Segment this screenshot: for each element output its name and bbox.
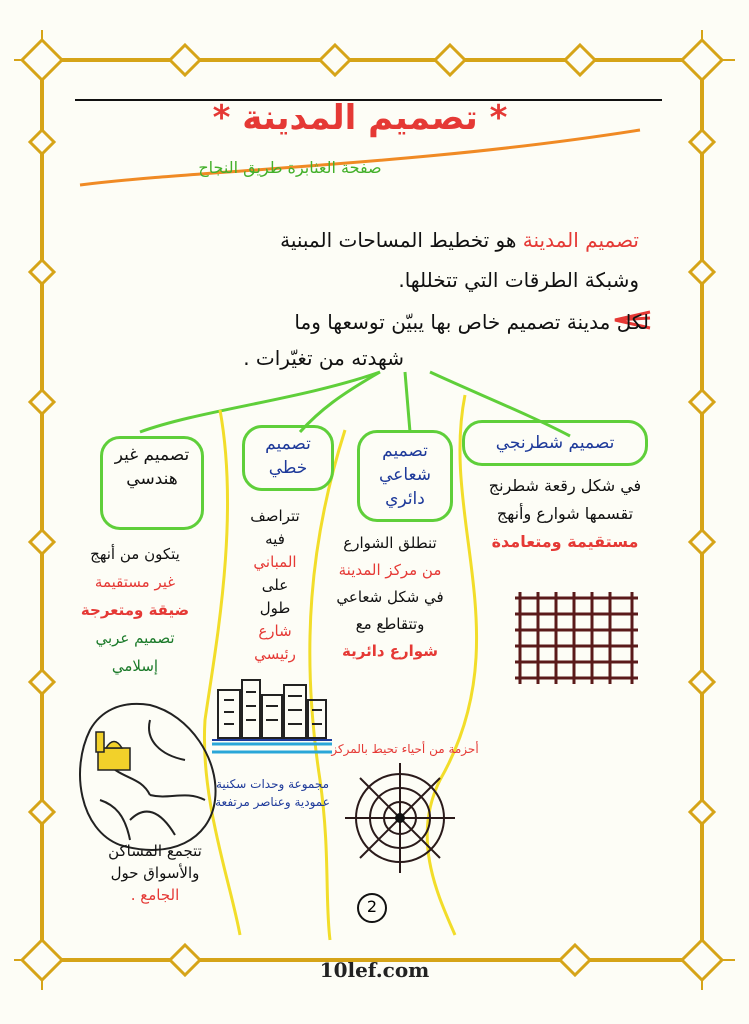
irregular-line-1: يتكون من أنهج [90, 545, 180, 563]
intro-term: تصميم المدينة [522, 228, 639, 252]
radial-description [315, 530, 465, 665]
radial-line-2: من مركز المدينة [338, 561, 442, 579]
page-subtitle: صفحة العثابرة طريق النجاح [198, 158, 382, 177]
irregular-note [70, 840, 240, 906]
irregular-line-5: إسلامي [111, 657, 159, 675]
intro-line-2: وشبكة الطرقات التي تتخللها. [398, 268, 639, 292]
linear-line-1: تتراصف [250, 507, 300, 525]
grid-line-1: في شكل رقعة شطرنج [488, 476, 642, 495]
radial-line-1: تنطلق الشوارع [343, 534, 437, 552]
linear-note: مجموعة وحدات سكنية عمودية وعناصر مرتفعة [215, 777, 330, 809]
footer-watermark[interactable]: 10lef.com [319, 958, 430, 982]
linear-line-4: على [261, 576, 289, 594]
intro-line-1-rest: هو تخطيط المساحات المبنية [280, 228, 517, 252]
irregular-description [60, 540, 210, 680]
type-box-grid: تصميم شطرنجي [462, 420, 648, 466]
irregular-note-1: تتجمع المساكن [108, 842, 202, 860]
grid-description [470, 472, 660, 556]
page-number: 2 [366, 897, 378, 916]
radial-note: أحزمة من أحياء تحيط بالمركز [331, 742, 479, 756]
grid-line-3: مستقيمة ومتعامدة [491, 532, 639, 551]
radial-line-5: شوارع دائرية [342, 642, 438, 660]
intro-line-4: شهدته من تغيّرات . [243, 346, 404, 370]
grid-line-2: تقسمها شوارع وأنهج [496, 504, 634, 523]
type-box-irregular: تصميم غير هندسي [100, 436, 204, 530]
linear-line-6: شارع [258, 622, 292, 640]
linear-line-7: رئيسي [254, 645, 296, 663]
radial-line-4: وتتقاطع مع [355, 615, 425, 633]
irregular-line-3: ضيقة ومتعرجة [80, 601, 190, 619]
type-box-radial: تصميم شعاعي دائري [357, 430, 453, 522]
irregular-line-4: تصميم عربي [95, 629, 175, 647]
linear-line-5: طول [259, 599, 291, 617]
irregular-note-2: والأسواق حول [110, 864, 200, 882]
linear-line-3: المباني [253, 553, 297, 571]
type-box-linear: تصميم خطي [242, 425, 334, 491]
intro-line-1 [280, 228, 639, 252]
linear-line-2: فيه [265, 530, 285, 548]
irregular-line-2: غير مستقيمة [94, 573, 176, 591]
irregular-note-3: الجامع . [130, 886, 180, 904]
page-title: * تصميم المدينة * [212, 98, 508, 138]
linear-description [235, 505, 315, 666]
intro-line-3: لكل مدينة تصميم خاص بها يبيّن توسعها وما [294, 310, 649, 334]
radial-line-3: في شكل شعاعي [336, 588, 444, 606]
